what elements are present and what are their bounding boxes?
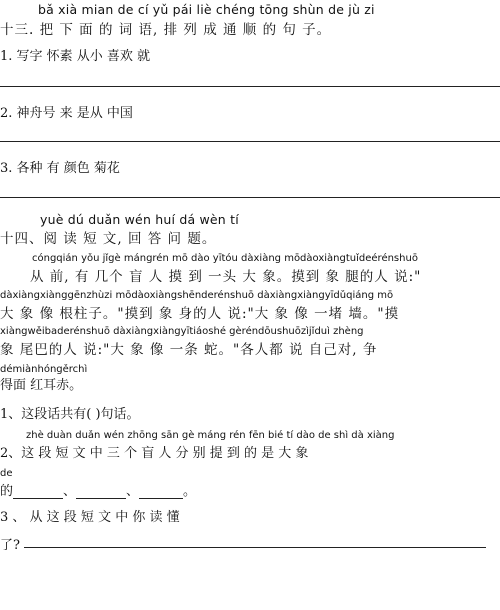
q14-sub3-text: 3 、 从 这 段 短 文 中 你 读 懂: [0, 510, 180, 525]
answer-line-3[interactable]: [0, 197, 500, 198]
q14-sub1: 1、这段话共有( )句话。: [0, 407, 140, 422]
passage-line4: 得面 红耳赤。: [0, 378, 83, 393]
q14-sub2-blanks: [0, 480, 196, 499]
q14-sub2-sep1: 、: [63, 484, 77, 499]
passage-line4-pinyin: démiànhóngěrchì: [0, 364, 88, 375]
q13-item-2: 2. 神舟号 来 是从 中国: [0, 106, 133, 121]
passage-line1: 从 前, 有 几个 盲 人 摸 到 一头 大 象。摸到 象 腿的人 说:": [30, 269, 422, 285]
q14-sub3-line2: 了?: [0, 538, 20, 553]
blank-field-2[interactable]: [76, 484, 126, 499]
passage-line3: 象 尾巴的人 说:"大 象 像 一条 蛇。"各人都 说 自己对, 争: [0, 342, 378, 358]
blank-field-3[interactable]: [139, 484, 183, 499]
q13-item-3: 3. 各种 有 颜色 菊花: [0, 161, 120, 176]
passage-line1-pinyin: cóngqián yǒu jǐgè mángrén mō dào yītóu dàxiàng mōdàoxiàngtuǐdeérénshuō: [32, 253, 418, 264]
q13-title: 十三. 把 下 面 的 词 语, 排 列 成 通 顺 的 句 子。: [0, 22, 332, 38]
q14-sub2-de: 的: [0, 484, 14, 499]
answer-line-sub3[interactable]: [24, 547, 486, 548]
q14-pinyin: yuè dú duǎn wén huí dá wèn tí: [40, 212, 239, 227]
q14-sub2-pinyin: zhè duàn duǎn wén zhōng sān gè máng rén fēn bié tí dào de shì dà xiàng: [26, 430, 395, 441]
passage-line3-pinyin: xiàngwěibaderénshuō dàxiàngxiàngyītiáoshé gèréndōushuōzìjǐduì zhèng: [0, 326, 364, 337]
answer-line-1[interactable]: [0, 86, 500, 87]
q14-title: 十四、阅 读 短 文, 回 答 问 题。: [0, 231, 217, 247]
q13-pinyin: bǎ xià mian de cí yǔ pái liè chéng tōng shùn de jù zi: [38, 2, 375, 17]
blank-field-1[interactable]: [13, 484, 63, 499]
q14-sub2-sep2: 、: [126, 484, 140, 499]
passage-line2-pinyin: dàxiàngxiànggēnzhùzi mōdàoxiàngshēnderénshuō dàxiàngxiàngyīdǔqiáng mō: [0, 290, 394, 301]
q14-sub2-pinyin-de: de: [0, 468, 13, 479]
passage-line2: 大 象 像 根柱子。"摸到 象 身的人 说:"大 象 像 一堵 墙。"摸: [0, 306, 400, 322]
q13-item-1: 1. 写字 怀素 从小 喜欢 就: [0, 49, 151, 64]
q14-sub2-end: 。: [183, 484, 197, 499]
answer-line-2[interactable]: [0, 141, 500, 142]
q14-sub2-text: 2、这 段 短 文 中 三 个 盲 人 分 别 提 到 的 是 大 象: [0, 446, 309, 461]
